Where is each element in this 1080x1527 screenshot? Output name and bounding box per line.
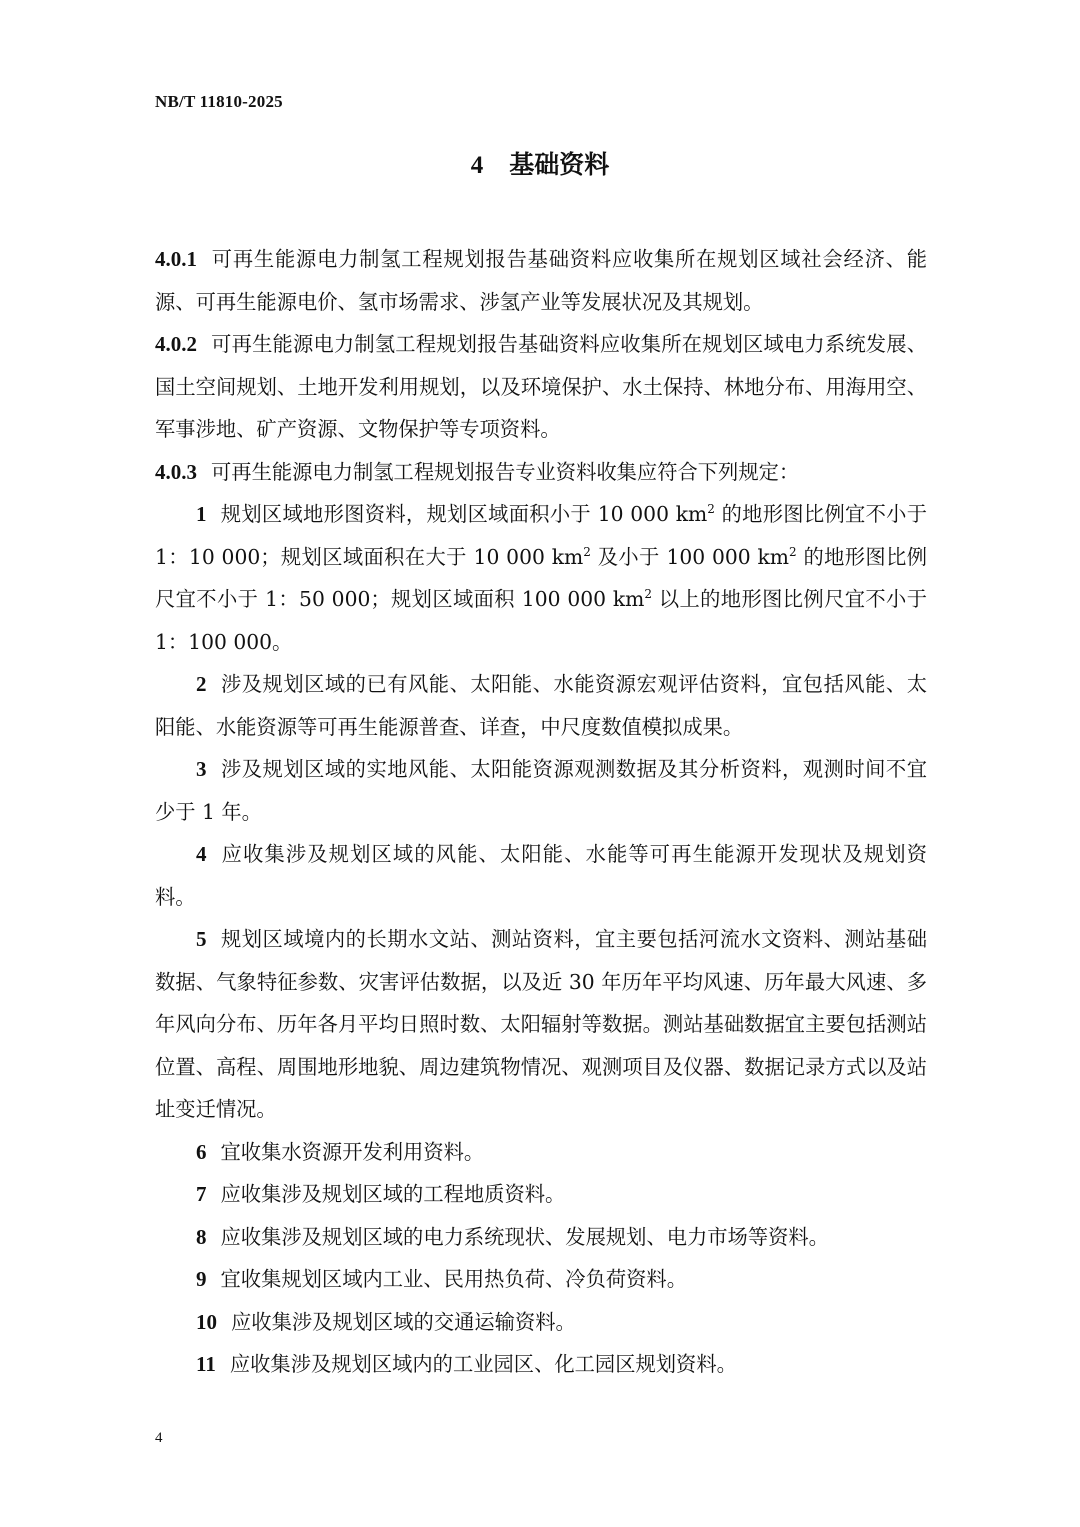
superscript: 2	[707, 502, 715, 517]
chapter-title	[0, 145, 1080, 181]
item-text: 应收集涉及规划区域内的工业园区、化工园区规划资料。	[229, 1352, 737, 1376]
clause-4-0-1	[155, 238, 927, 323]
item-number: 8	[196, 1224, 207, 1249]
clause-4-0-3	[155, 451, 927, 494]
list-item	[155, 918, 927, 1131]
document-body	[155, 238, 927, 1386]
clause-4-0-2	[155, 323, 927, 451]
item-number: 2	[196, 672, 207, 696]
page-number: 4	[155, 1430, 163, 1446]
item-number: 11	[196, 1352, 216, 1376]
clause-text: 可再生能源电力制氢工程规划报告基础资料应收集所在规划区域社会经济、能源、可再生能源电价、氢市场需求、涉氢产业等发展状况及其规划。	[155, 247, 927, 314]
item-number: 4	[196, 842, 207, 866]
item-text: 的地形图比例宜不小于 1：10 000；规划区域面积在大于 10 000 km	[155, 502, 927, 569]
item-number: 1	[196, 502, 207, 526]
item-text: 宜收集水资源开发利用资料。	[220, 1139, 485, 1164]
clause-number: 4.0.3	[155, 459, 197, 484]
item-text: 宜收集规划区域内工业、民用热负荷、冷负荷资料。	[220, 1267, 687, 1291]
superscript: 2	[583, 544, 591, 559]
list-item	[155, 1173, 927, 1216]
item-text: 涉及规划区域的已有风能、太阳能、水能资源宏观评估资料，宜包括风能、太阳能、水能资源等可再生能源普查、详查，中尺度数值模拟成果。	[155, 672, 927, 739]
list-item	[155, 1301, 927, 1344]
standard-code: NB/T 11810-2025	[155, 92, 283, 111]
clause-number: 4.0.1	[155, 247, 197, 271]
clause-text: 可再生能源电力制氢工程规划报告专业资料收集应符合下列规定：	[211, 459, 800, 484]
list-item	[155, 748, 927, 833]
list-item	[155, 493, 927, 663]
item-number: 10	[196, 1309, 217, 1334]
item-text: 应收集涉及规划区域的工程地质资料。	[220, 1182, 566, 1206]
superscript: 2	[644, 587, 653, 602]
chapter-title-text: 基础资料	[509, 150, 610, 179]
superscript: 2	[789, 544, 797, 559]
item-number: 9	[196, 1267, 207, 1291]
item-text: 应收集涉及规划区域的风能、太阳能、水能等可再生能源开发现状及规划资料。	[155, 842, 927, 909]
item-text: 规划区域地形图资料，规划区域面积小于 10 000 km	[220, 502, 708, 526]
clause-number: 4.0.2	[155, 332, 197, 356]
list-item	[155, 1216, 927, 1259]
item-text: 及小于 100 000 km	[590, 544, 790, 569]
item-number: 7	[196, 1182, 207, 1206]
item-text: 规划区域境内的长期水文站、测站资料，宜主要包括河流水文资料、测站基础数据、气象特征参数、灾害评估数据，以及近 30 年历年平均风速、历年最大风速、多年风向分布、历年各月平均日照时数、太阳辐射等数据。测站基础数据宜主要包括测站位置、高程、周围地形地貌、周边建筑物情况、观测项目及仪器、数据记录方式以及站址变迁情况。	[155, 927, 927, 1121]
item-number: 6	[196, 1139, 207, 1164]
list-item	[155, 663, 927, 748]
item-text: 应收集涉及规划区域的交通运输资料。	[231, 1309, 576, 1334]
item-text: 的地形图比例尺宜不小于 1：50 000；规划区域面积 100 000 km	[155, 544, 928, 611]
item-text: 以上的地形图比例尺宜不小于 1：100 000。	[155, 587, 927, 654]
clause-text: 可再生能源电力制氢工程规划报告基础资料应收集所在规划区域电力系统发展、国土空间规划、土地开发利用规划，以及环境保护、水土保持、林地分布、用海用空、军事涉地、矿产资源、文物保护等专项资料。	[155, 332, 927, 441]
list-item	[155, 833, 927, 918]
item-text: 涉及规划区域的实地风能、太阳能资源观测数据及其分析资料，观测时间不宜少于 1 年。	[155, 757, 927, 824]
list-item	[155, 1258, 927, 1301]
list-item	[155, 1343, 927, 1386]
item-number: 3	[196, 757, 207, 781]
list-item	[155, 1131, 927, 1174]
chapter-number: 4	[470, 152, 484, 179]
item-number: 5	[196, 927, 207, 951]
item-text: 应收集涉及规划区域的电力系统现状、发展规划、电力市场等资料。	[220, 1224, 829, 1249]
